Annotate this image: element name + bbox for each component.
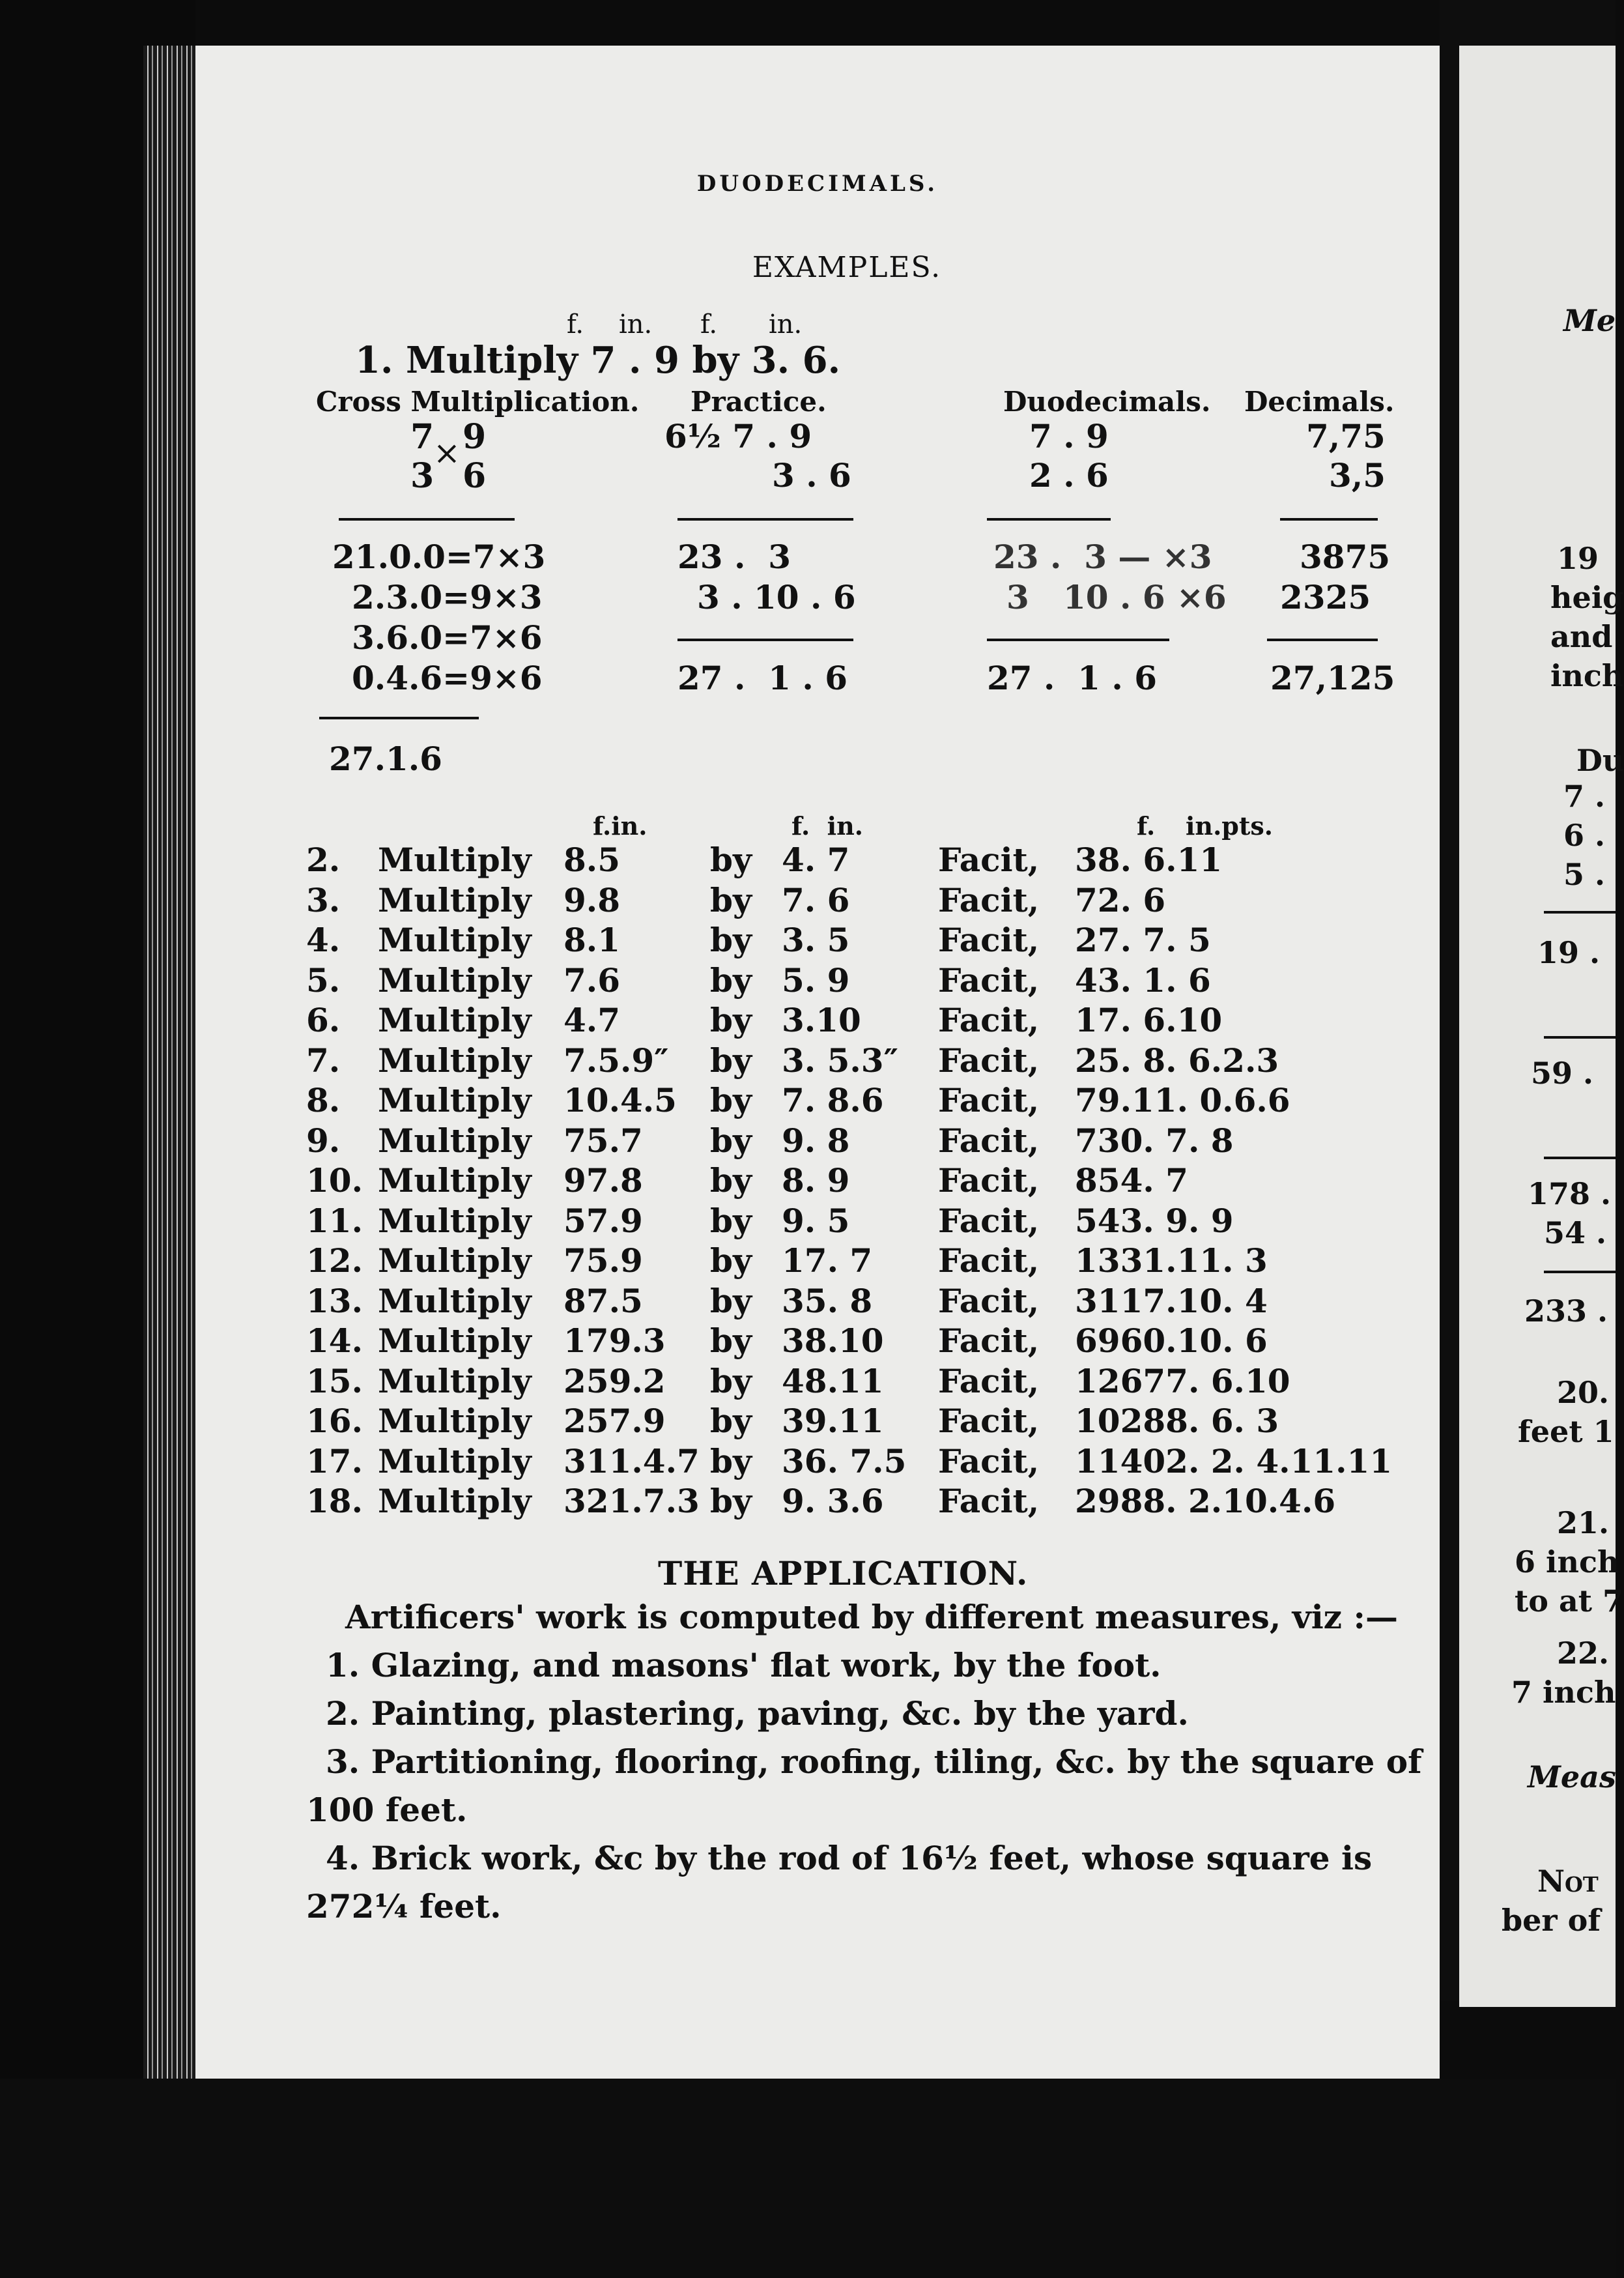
exercise-num: 14. (306, 1321, 363, 1360)
duodecimal-line: 2 . 6 (1029, 456, 1109, 495)
exercise-facit: Facit, (938, 1041, 1040, 1080)
exercise-b: 9. 8 (782, 1121, 850, 1160)
facing-line: 178 . (1528, 1176, 1612, 1211)
exercise-answer: 6960.10. 6 (1075, 1321, 1268, 1360)
facing-line: 19 . (1537, 935, 1601, 970)
exercise-word: Multiply (378, 1201, 532, 1240)
exercise-a: 87.5 (563, 1281, 643, 1320)
exercise-a: 321.7.3 (563, 1482, 700, 1520)
exercise-by: by (710, 921, 752, 959)
exercise-b: 9. 5 (782, 1201, 850, 1240)
practice-line: 3 . 10 . 6 (697, 578, 856, 616)
exercise-a: 97.8 (563, 1161, 643, 1200)
decimal-line: 2325 (1280, 578, 1371, 616)
decimal-line: 7,75 (1306, 417, 1386, 455)
exercise-num: 7. (306, 1041, 341, 1080)
facing-line: feet 1 (1518, 1414, 1614, 1449)
exercise-word: Multiply (378, 841, 532, 879)
decimal-line: 3,5 (1329, 456, 1386, 495)
exercise-num: 16. (306, 1402, 363, 1440)
exercise-a: 4.7 (563, 1001, 620, 1039)
exercise-facit: Facit, (938, 1121, 1040, 1160)
exercise-b: 38.10 (782, 1321, 884, 1360)
exercise-num: 3. (306, 880, 341, 919)
cross-digit: 7 (410, 417, 434, 457)
exercise-by: by (710, 1321, 752, 1360)
exercise-by: by (710, 1201, 752, 1240)
unit-in: in. (619, 310, 653, 339)
application-intro: Artificers' work is computed by different measures, viz :— (345, 1598, 1398, 1636)
exercise-by: by (710, 841, 752, 879)
facing-line: 5 . (1563, 857, 1606, 892)
exercise-row (306, 961, 1401, 1000)
exercise-answer: 25. 8. 6.2.3 (1075, 1041, 1279, 1080)
unit-inpts: in.pts. (1186, 811, 1274, 841)
cross-digit: 6 (463, 456, 487, 496)
exercise-num: 15. (306, 1361, 363, 1400)
facing-line: 22. (1557, 1636, 1610, 1671)
exercise-b: 7. 6 (782, 880, 850, 919)
application-item: 272¼ feet. (306, 1887, 502, 1925)
exercise-word: Multiply (378, 1482, 532, 1520)
exercise-row (306, 1001, 1401, 1040)
rule (987, 639, 1169, 641)
decimals-heading: Decimals. (1244, 386, 1395, 418)
duodecimal-result: 27 . 1 . 6 (987, 659, 1158, 697)
exercise-a: 10.4.5 (563, 1081, 677, 1119)
facing-line: 20. (1557, 1375, 1610, 1410)
rule (1280, 518, 1378, 521)
unit-f-in: f. in. (791, 811, 863, 841)
exercise-facit: Facit, (938, 1441, 1040, 1480)
facing-line: to at 7 (1515, 1583, 1624, 1619)
exercise-answer: 3117.10. 4 (1075, 1281, 1268, 1320)
facing-line: Du (1576, 743, 1624, 778)
exercise-num: 10. (306, 1161, 363, 1200)
application-item: 2. Painting, plastering, paving, &c. by the yard. (326, 1694, 1189, 1733)
exercise-answer: 10288. 6. 3 (1075, 1402, 1279, 1440)
rule (677, 639, 853, 641)
exercise-a: 7.6 (563, 960, 620, 1000)
rule (987, 518, 1111, 521)
exercise-row (306, 1482, 1401, 1521)
facing-line: 6 inch (1515, 1544, 1619, 1579)
exercise-row (306, 1121, 1401, 1161)
exercise-word: Multiply (378, 1281, 532, 1320)
application-heading: THE APPLICATION. (658, 1554, 1029, 1593)
exercise-a: 8.1 (563, 921, 620, 959)
exercise-b: 5. 9 (782, 960, 850, 1000)
exercise-a: 259.2 (563, 1361, 666, 1400)
exercise-a: 179.3 (563, 1321, 666, 1360)
exercise-facit: Facit, (938, 1321, 1040, 1360)
exercise-b: 17. 7 (782, 1241, 873, 1280)
exercise-row (306, 1442, 1401, 1481)
exercise-facit: Facit, (938, 960, 1040, 1000)
exercise-facit: Facit, (938, 1281, 1040, 1320)
exercise-b: 8. 9 (782, 1161, 850, 1200)
facing-line: and (1550, 619, 1613, 654)
rule (677, 518, 853, 521)
exercise-facit: Facit, (938, 841, 1040, 879)
cross-line: 2.3.0=9×3 (352, 578, 543, 616)
exercise-row (306, 1241, 1401, 1280)
application-item: 1. Glazing, and masons' flat work, by the foot. (326, 1646, 1161, 1684)
exercise-row (306, 1041, 1401, 1080)
decimal-line: 3875 (1300, 538, 1391, 576)
exercise-num: 8. (306, 1081, 341, 1119)
facing-line: 7 . (1563, 779, 1606, 814)
facing-page (1459, 46, 1624, 2007)
exercise-b: 3. 5.3″ (782, 1041, 898, 1080)
facing-line: 7 inch (1511, 1675, 1616, 1710)
exercise-by: by (710, 1361, 752, 1400)
exercise-facit: Facit, (938, 1001, 1040, 1039)
facing-line: 6 . (1563, 818, 1606, 853)
cross-digit: 9 (463, 417, 487, 457)
exercise-facit: Facit, (938, 1201, 1040, 1240)
exercise-row (306, 1081, 1401, 1120)
exercise-by: by (710, 960, 752, 1000)
facing-line: inch (1550, 658, 1624, 693)
exercise-b: 4. 7 (782, 841, 850, 879)
exercise-word: Multiply (378, 1161, 532, 1200)
example-1-statement: 1. Multiply 7 . 9 by 3. 6. (355, 339, 841, 382)
exercise-by: by (710, 1402, 752, 1440)
unit-in: in. (769, 310, 803, 339)
rule (319, 717, 479, 719)
exercise-answer: 27. 7. 5 (1075, 921, 1211, 959)
exercise-a: 7.5.9″ (563, 1041, 669, 1080)
decimal-result: 27,125 (1270, 659, 1395, 697)
practice-line: 6½ 7 . 9 (664, 417, 812, 455)
exercise-word: Multiply (378, 1361, 532, 1400)
exercise-facit: Facit, (938, 880, 1040, 919)
running-head: DUODECIMALS. (696, 171, 939, 197)
exercise-answer: 72. 6 (1075, 880, 1166, 919)
application-item: 100 feet. (306, 1791, 468, 1829)
exercise-row (306, 1362, 1401, 1401)
exercise-word: Multiply (378, 1321, 532, 1360)
exercise-num: 12. (306, 1241, 363, 1280)
exercise-num: 11. (306, 1201, 363, 1240)
exercise-a: 57.9 (563, 1201, 643, 1240)
exercise-by: by (710, 1161, 752, 1200)
exercise-b: 36. 7.5 (782, 1441, 907, 1480)
cross-symbol: × (433, 434, 461, 472)
exercise-b: 39.11 (782, 1402, 884, 1440)
practice-line: 23 . 3 (677, 538, 791, 576)
exercise-num: 5. (306, 960, 341, 1000)
facing-line: 233 . (1524, 1293, 1608, 1329)
exercise-answer: 17. 6.10 (1075, 1001, 1223, 1039)
practice-line: 3 . 6 (772, 456, 851, 495)
exercise-num: 9. (306, 1121, 341, 1160)
duodecimal-line: 23 . 3 — ×3 (993, 538, 1212, 576)
exercise-word: Multiply (378, 880, 532, 919)
scan-background (0, 2079, 1616, 2278)
exercise-b: 7. 8.6 (782, 1081, 884, 1119)
cross-line: 0.4.6=9×6 (352, 659, 543, 697)
exercise-row (306, 1402, 1401, 1441)
exercise-by: by (710, 1241, 752, 1280)
exercise-by: by (710, 1482, 752, 1520)
application-item: 3. Partitioning, flooring, roofing, tiling, &c. by the square of (326, 1742, 1422, 1781)
unit-fin: f.in. (593, 811, 648, 841)
exercise-by: by (710, 1001, 752, 1039)
exercise-facit: Facit, (938, 1482, 1040, 1520)
facing-line: 21. (1557, 1505, 1610, 1540)
unit-f: f. (567, 310, 584, 339)
duodecimal-line: 3 10 . 6 ×6 (1006, 578, 1227, 616)
exercise-answer: 11402. 2. 4.11.11 (1075, 1441, 1393, 1480)
cross-result: 27.1.6 (329, 740, 442, 778)
facing-line: 54 . (1544, 1215, 1607, 1250)
rule (339, 518, 515, 521)
exercise-row (306, 1202, 1401, 1241)
exercise-facit: Facit, (938, 1081, 1040, 1119)
application-item: 4. Brick work, &c by the rod of 16½ feet, whose square is (326, 1839, 1373, 1877)
exercise-row (306, 881, 1401, 920)
exercise-word: Multiply (378, 1402, 532, 1440)
duodecimals-heading: Duodecimals. (1003, 386, 1211, 418)
exercise-b: 3.10 (782, 1001, 861, 1039)
exercise-answer: 43. 1. 6 (1075, 960, 1211, 1000)
examples-heading: EXAMPLES. (752, 251, 942, 284)
exercise-by: by (710, 1441, 752, 1480)
exercise-num: 13. (306, 1281, 363, 1320)
exercise-a: 75.7 (563, 1121, 643, 1160)
exercise-word: Multiply (378, 960, 532, 1000)
exercise-answer: 38. 6.11 (1075, 841, 1223, 879)
exercise-word: Multiply (378, 921, 532, 959)
exercise-a: 311.4.7 (563, 1441, 700, 1480)
exercise-by: by (710, 1281, 752, 1320)
exercise-facit: Facit, (938, 1161, 1040, 1200)
exercise-b: 3. 5 (782, 921, 850, 959)
exercise-row (306, 921, 1401, 960)
exercise-b: 35. 8 (782, 1281, 873, 1320)
exercise-b: 9. 3.6 (782, 1482, 884, 1520)
cross-line: 3.6.0=7×6 (352, 618, 543, 657)
exercise-row (306, 841, 1401, 880)
exercise-row (306, 1161, 1401, 1200)
exercise-num: 2. (306, 841, 341, 879)
exercise-by: by (710, 880, 752, 919)
exercise-answer: 854. 7 (1075, 1161, 1188, 1200)
exercise-a: 257.9 (563, 1402, 666, 1440)
exercise-num: 6. (306, 1001, 341, 1039)
exercise-answer: 543. 9. 9 (1075, 1201, 1234, 1240)
exercise-num: 17. (306, 1441, 363, 1480)
unit-f: f. (700, 310, 718, 339)
exercise-row (306, 1321, 1401, 1361)
exercise-word: Multiply (378, 1081, 532, 1119)
facing-line: 19 (1557, 541, 1599, 576)
exercise-a: 75.9 (563, 1241, 643, 1280)
exercise-row (306, 1282, 1401, 1321)
exercise-answer: 79.11. 0.6.6 (1075, 1081, 1290, 1119)
unit-f: f. (1137, 811, 1156, 841)
facing-line: 59 . (1531, 1056, 1594, 1091)
exercise-facit: Facit, (938, 1361, 1040, 1400)
exercise-a: 9.8 (563, 880, 620, 919)
cross-digit: 3 (410, 456, 434, 496)
exercise-by: by (710, 1041, 752, 1080)
duodecimal-line: 7 . 9 (1029, 417, 1109, 455)
cross-multiplication-heading: Cross Multiplication. (316, 386, 640, 418)
exercise-word: Multiply (378, 1121, 532, 1160)
exercise-facit: Facit, (938, 1241, 1040, 1280)
exercise-word: Multiply (378, 1241, 532, 1280)
exercise-answer: 12677. 6.10 (1075, 1361, 1290, 1400)
exercise-answer: 1331.11. 3 (1075, 1241, 1268, 1280)
exercise-facit: Facit, (938, 921, 1040, 959)
facing-line: ber of (1502, 1903, 1601, 1938)
exercise-by: by (710, 1121, 752, 1160)
facing-line: Not (1537, 1864, 1599, 1899)
cross-line: 21.0.0=7×3 (332, 538, 546, 576)
practice-result: 27 . 1 . 6 (677, 659, 848, 697)
exercise-answer: 2988. 2.10.4.6 (1075, 1482, 1336, 1520)
exercise-word: Multiply (378, 1441, 532, 1480)
exercise-num: 18. (306, 1482, 363, 1520)
exercise-word: Multiply (378, 1041, 532, 1080)
rule (1267, 639, 1378, 641)
exercise-word: Multiply (378, 1001, 532, 1039)
exercise-a: 8.5 (563, 841, 620, 879)
exercise-answer: 730. 7. 8 (1075, 1121, 1234, 1160)
facing-line: Meas (1528, 1759, 1616, 1795)
exercise-num: 4. (306, 921, 341, 959)
practice-heading: Practice. (691, 386, 827, 418)
facing-line: heig (1550, 580, 1624, 615)
exercise-by: by (710, 1081, 752, 1119)
exercise-facit: Facit, (938, 1402, 1040, 1440)
exercise-b: 48.11 (782, 1361, 884, 1400)
facing-line: Me (1563, 303, 1616, 338)
